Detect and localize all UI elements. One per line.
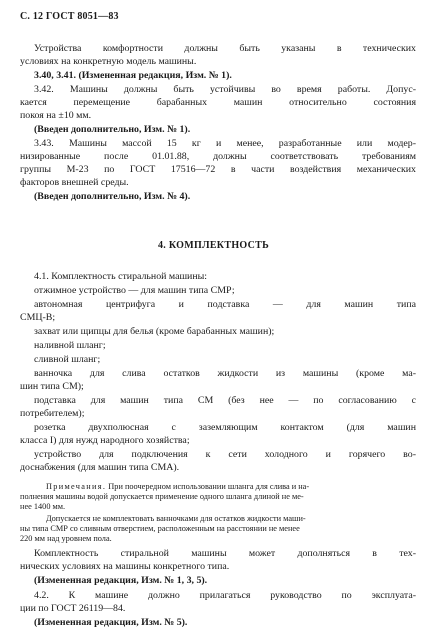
text-line: группы М-23 по ГОСТ 17516—72 в части воздействия механических — [20, 164, 416, 175]
list-item: розетка двухполюсная с заземляющим контактом (для машин — [34, 422, 416, 433]
page-header: С. 12 ГОСТ 8051—83 — [20, 11, 119, 22]
list-item: доснабжения (для машин типа СМА). — [20, 462, 180, 473]
note-line: полнения машины водой допускается применение одного шланга длиной не ме- — [20, 492, 304, 501]
list-item: наливной шланг; — [34, 340, 106, 351]
note-line: 220 мм над уровнем пола. — [20, 534, 112, 543]
list-item: устройство для подключения к сети холодного и горячего во- — [34, 449, 416, 460]
section-title: 4. КОМПЛЕКТНОСТЬ — [157, 240, 270, 251]
note-text: При поочередном использовании шланга для слива и на- — [106, 482, 310, 491]
list-item: 4.1. Комплектность стиральной машины: — [34, 271, 208, 282]
note-label: Примечания. — [46, 482, 107, 491]
list-item: шин типа СМ); — [20, 381, 84, 392]
list-item: захват или щипцы для белья (кроме барабанных машин); — [34, 326, 275, 337]
text-line: 4.2. К машине должно прилагаться руководство по эксплуата- — [34, 590, 416, 601]
note-line: Допускается не комплектовать ванночками для остатков жидкости маши- — [46, 514, 306, 523]
list-item: СМЦ-В; — [20, 312, 56, 323]
amendment-note: (Измененная редакция, Изм. № 5). — [34, 617, 188, 628]
text-line: 3.43. Машины массой 15 кг и менее, разработанные или модер- — [34, 138, 416, 149]
list-item: класса I) для нужд народного хозяйства; — [20, 435, 190, 446]
amendment-note: (Введен дополнительно, Изм. № 4). — [34, 191, 191, 202]
list-item: сливной шланг; — [34, 354, 101, 365]
text-line: условиях на конкретную модель машины. — [20, 56, 197, 67]
list-item: отжимное устройство — для машин типа СМР; — [34, 285, 235, 296]
text-line: низированные после 01.01.88, должны соответствовать требованиям — [20, 151, 416, 162]
list-item: потребителем); — [20, 408, 85, 419]
text-line: кается перемещение барабанных машин относительно состояния — [20, 97, 416, 108]
text-line: ции по ГОСТ 26119—84. — [20, 603, 126, 614]
list-item: ванночка для слива остатков жидкости из машины (кроме ма- — [34, 368, 416, 379]
text-line: Комплектность стиральной машины может дополняться в тех- — [34, 548, 416, 559]
note-line: нее 1400 мм. — [20, 502, 66, 511]
amendment-note: (Введен дополнительно, Изм. № 1). — [34, 124, 191, 135]
text-line: факторов внешней среды. — [20, 177, 129, 188]
text-line: покоя на ±10 мм. — [20, 110, 92, 121]
note-line: ны типа СМР со сливным отверстием, расположенным на расстоянии не менее — [20, 524, 300, 533]
list-item: подставка для машин типа СМ (без нее — по согласованию с — [34, 395, 416, 406]
note-line — [46, 482, 416, 492]
text-line: 3.42. Машины должны быть устойчивы во время работы. Допус- — [34, 84, 416, 95]
amendment-note: (Измененная редакция, Изм. № 1, 3, 5). — [34, 575, 208, 586]
amendment-note: 3.40, 3.41. (Измененная редакция, Изм. № 1). — [34, 70, 232, 81]
list-item: автономная центрифуга и подставка — для машин типа — [34, 299, 416, 310]
text-line: Устройства комфортности должны быть указаны в технических — [34, 43, 416, 54]
text-line: нических условиях на машины конкретного типа. — [20, 561, 230, 572]
